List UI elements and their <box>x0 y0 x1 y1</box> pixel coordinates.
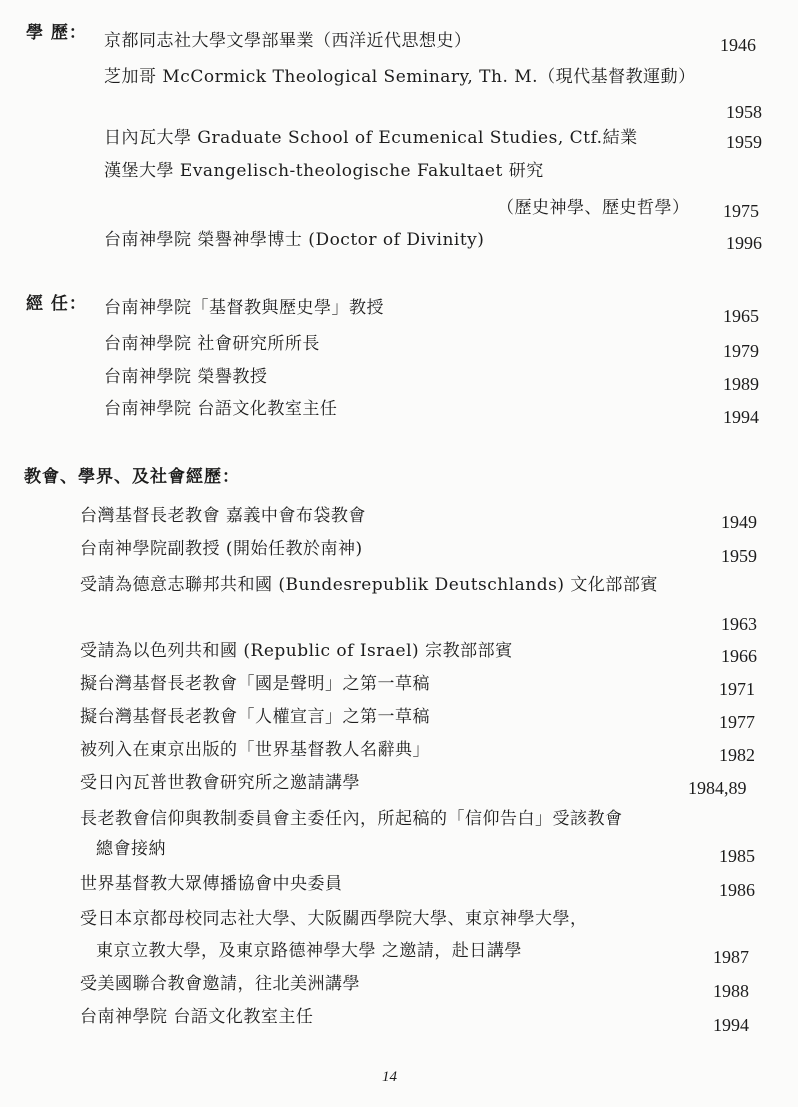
church-entry-year: 1984,89 <box>688 778 747 798</box>
church-entry-year: 1982 <box>719 745 755 765</box>
positions-label: 經 任： <box>26 294 87 314</box>
church-entry-text: 世界基督教大眾傳播協會中央委員 <box>80 874 343 894</box>
education-entry-year: 1946 <box>720 35 756 55</box>
church-entry-year: 1987 <box>713 947 749 967</box>
positions-entry-year: 1989 <box>723 374 759 394</box>
church-entry-year: 1977 <box>719 712 755 732</box>
positions-entry-text: 台南神學院 社會研究所所長 <box>104 334 320 354</box>
church-entry-text: 受請為以色列共和國 (Republic of Israel) 宗教部部賓 <box>80 641 513 661</box>
church-entry-year: 1988 <box>713 981 749 1001</box>
church-entry-text-cont: 總會接納 <box>96 839 166 859</box>
church-entry-text: 台灣基督長老教會 嘉義中會布袋教會 <box>80 506 366 526</box>
church-entry-year: 1971 <box>719 679 755 699</box>
education-entry-text: 日內瓦大學 Graduate School of Ecumenical Studies, Ctf.結業 <box>104 128 638 148</box>
church-entry-text: 擬台灣基督長老教會「人權宣言」之第一草稿 <box>80 707 430 727</box>
church-entry-text-cont: 東京立教大學，及東京路德神學大學 之邀請，赴日講學 <box>96 941 522 961</box>
church-entry-text: 長老教會信仰與教制委員會主委任內，所起稿的「信仰告白」受該教會 <box>80 809 623 829</box>
education-entry-text-cont: （歷史神學、歷史哲學） <box>497 198 690 218</box>
church-entry-year: 1994 <box>713 1015 749 1035</box>
positions-entry-year: 1979 <box>723 341 759 361</box>
education-entry-year: 1958 <box>726 102 762 122</box>
positions-entry-year: 1965 <box>723 306 759 326</box>
page-number: 14 <box>382 1069 397 1085</box>
church-entry-text: 受請為德意志聯邦共和國 (Bundesrepublik Deutschlands) 文化部部賓 <box>80 575 658 595</box>
church-entry-year: 1959 <box>721 546 757 566</box>
education-entry-year: 1975 <box>723 201 759 221</box>
positions-entry-year: 1994 <box>723 407 759 427</box>
church-entry-year: 1949 <box>721 512 757 532</box>
church-entry-text: 受日本京都母校同志社大學、大阪關西學院大學、東京神學大學， <box>80 909 588 929</box>
education-entry-year: 1959 <box>726 132 762 152</box>
church-entry-text: 台南神學院 台語文化教室主任 <box>80 1007 314 1027</box>
education-entry-text: 台南神學院 榮譽神學博士 (Doctor of Divinity) <box>104 230 485 250</box>
church-entry-text: 受日內瓦普世教會研究所之邀請講學 <box>80 773 360 793</box>
education-entry-text: 漢堡大學 Evangelisch-theologische Fakultaet 研究 <box>104 161 544 181</box>
church-entry-year: 1963 <box>721 614 757 634</box>
church-entry-text: 受美國聯合教會邀請，往北美洲講學 <box>80 974 360 994</box>
church-entry-text: 擬台灣基督長老教會「國是聲明」之第一草稿 <box>80 674 430 694</box>
church-entry-year: 1966 <box>721 646 757 666</box>
education-entry-text: 芝加哥 McCormick Theological Seminary, Th. M.（現代基督教運動） <box>104 67 696 87</box>
church-entry-text: 台南神學院副教授 (開始任教於南神) <box>80 539 363 559</box>
church-entry-year: 1986 <box>719 880 755 900</box>
positions-entry-text: 台南神學院 台語文化教室主任 <box>104 399 338 419</box>
positions-entry-text: 台南神學院「基督教與歷史學」教授 <box>104 298 384 318</box>
church-entry-year: 1985 <box>719 846 755 866</box>
education-label: 學 歷： <box>26 23 87 43</box>
positions-entry-text: 台南神學院 榮譽教授 <box>104 367 268 387</box>
church-label: 教會、學界、及社會經歷： <box>24 467 240 487</box>
education-entry-text: 京都同志社大學文學部畢業（西洋近代思想史） <box>104 31 472 51</box>
church-entry-text: 被列入在東京出版的「世界基督教人名辭典」 <box>80 740 430 760</box>
education-entry-year: 1996 <box>726 233 762 253</box>
